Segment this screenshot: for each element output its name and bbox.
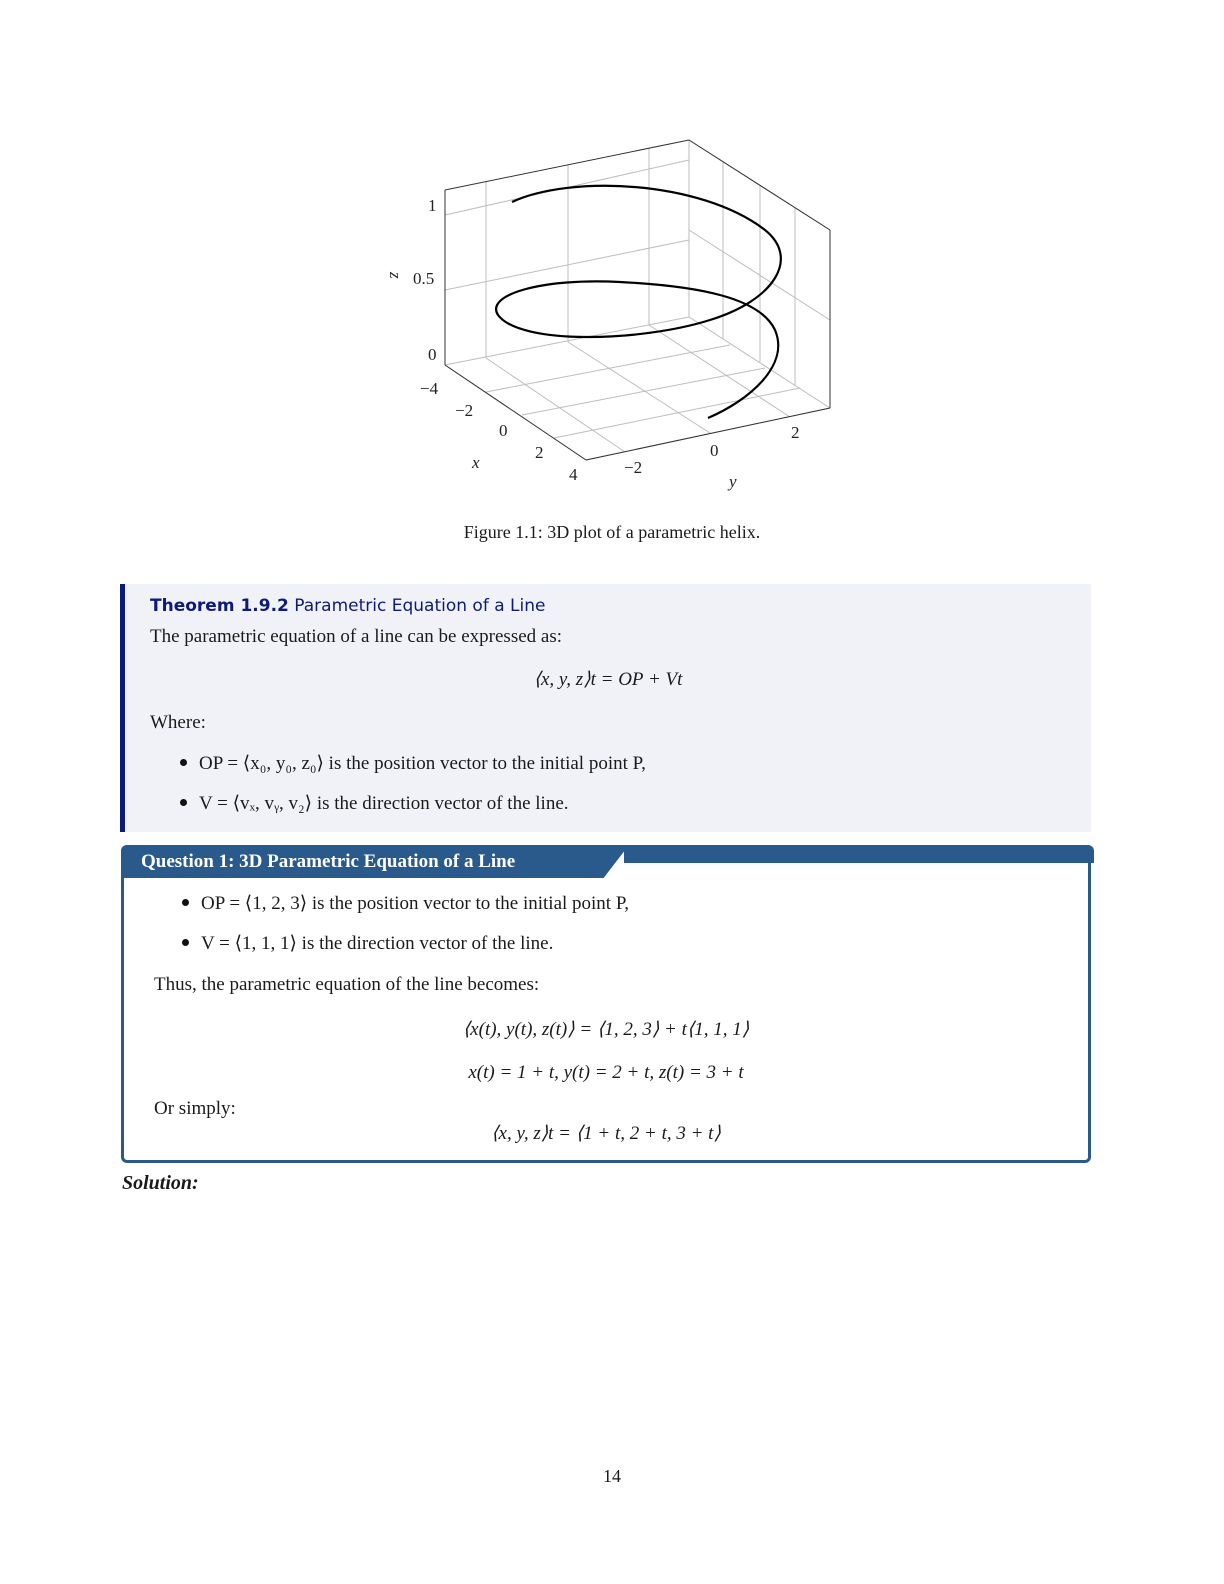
x-tick-0: 0 — [499, 421, 508, 440]
theorem-title: Parametric Equation of a Line — [294, 596, 546, 616]
question-thus: Thus, the parametric equation of the line becomes: — [154, 974, 540, 995]
x-tick-m2: −2 — [455, 401, 474, 420]
theorem-heading — [150, 596, 545, 616]
question-title: Question 1: 3D Parametric Equation of a Line — [141, 851, 516, 872]
question-header-bar — [624, 845, 1094, 863]
x-tick-m4: −4 — [420, 379, 439, 398]
x-axis-label: x — [472, 453, 480, 472]
page-number: 14 — [603, 1466, 621, 1486]
question-bullet-op: OP = ⟨1, 2, 3⟩ is the position vector to the initial point P, — [182, 892, 629, 915]
z-tick-1: 1 — [428, 196, 437, 215]
figure-caption: Figure 1.1: 3D plot of a parametric helix. — [463, 522, 761, 542]
theorem-equation: ⟨x, y, z⟩t = OP + Vt — [533, 669, 683, 690]
z-axis-label: z — [386, 272, 405, 279]
question-or-simply: Or simply: — [154, 1098, 236, 1119]
question-eq1: ⟨x(t), y(t), z(t)⟩ = ⟨1, 2, 3⟩ + t⟨1, 1, 1⟩ — [462, 1019, 750, 1040]
y-axis-label: y — [729, 472, 737, 491]
question-bullet-v: V = ⟨1, 1, 1⟩ is the direction vector of the line. — [182, 932, 553, 955]
y-tick-m2: −2 — [624, 458, 643, 477]
solution-label: Solution: — [122, 1172, 199, 1194]
theorem-intro: The parametric equation of a line can be expressed as: — [150, 626, 563, 647]
question-box — [121, 845, 1091, 1163]
bullet-dot — [180, 759, 187, 766]
bullet-dot — [182, 899, 189, 906]
theorem-bullet-v: V = ⟨vₓ, vᵧ, v₂⟩ is the direction vector of the line. — [180, 792, 569, 815]
theorem-box — [120, 584, 1091, 832]
helix-figure — [370, 130, 850, 500]
y-tick-0: 0 — [710, 441, 719, 460]
helix-plot — [370, 130, 850, 500]
y-tick-2: 2 — [791, 423, 800, 442]
question-eq2: x(t) = 1 + t, y(t) = 2 + t, z(t) = 3 + t — [468, 1062, 744, 1083]
z-tick-0: 0 — [428, 345, 437, 364]
z-tick-05: 0.5 — [413, 269, 435, 288]
bullet-dot — [182, 939, 189, 946]
x-tick-4: 4 — [569, 465, 578, 484]
question-eq3: ⟨x, y, z⟩t = ⟨1 + t, 2 + t, 3 + t⟩ — [491, 1123, 721, 1144]
theorem-label: Theorem 1.9.2 — [150, 596, 289, 616]
theorem-where: Where: — [150, 712, 206, 733]
theorem-bullet-op: OP = ⟨x₀, y₀, z₀⟩ is the position vector to the initial point P, — [180, 752, 646, 775]
x-tick-2: 2 — [535, 443, 544, 462]
bullet-dot — [180, 799, 187, 806]
